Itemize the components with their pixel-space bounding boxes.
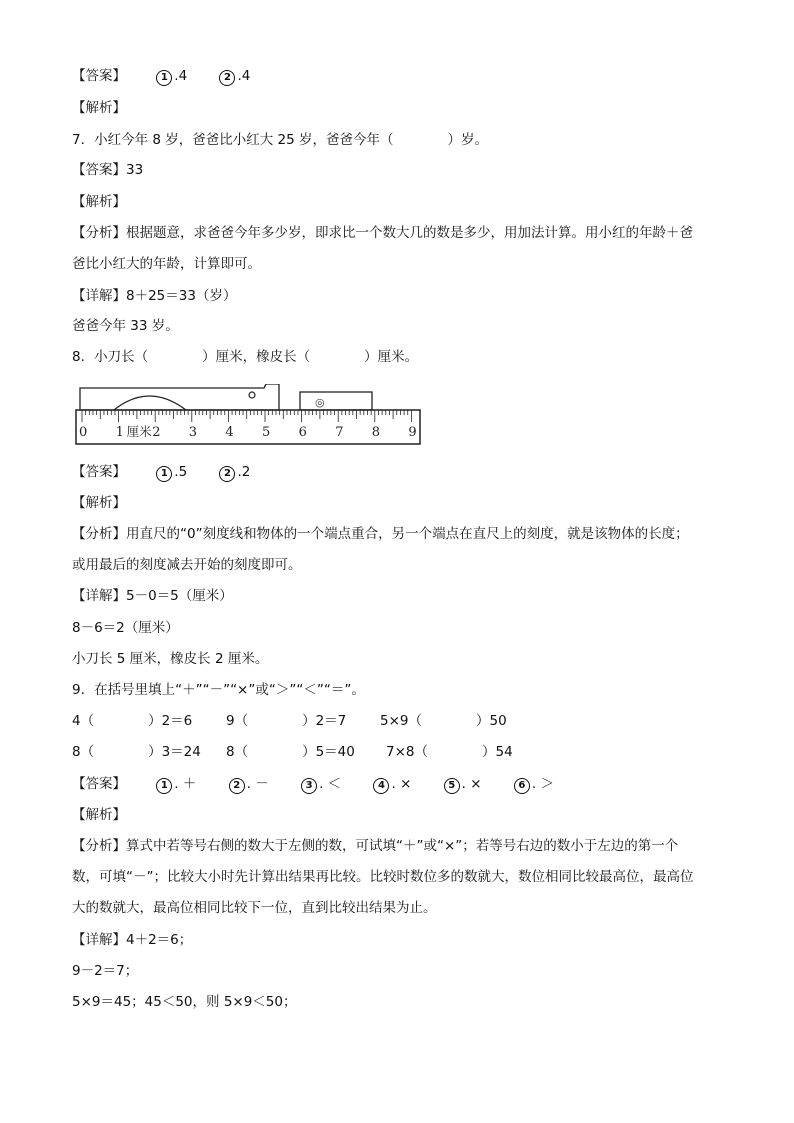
analysis-label: 【解析】 xyxy=(72,495,126,511)
answer-item: 5 . × xyxy=(444,774,482,794)
question-7: 7．小红今年 8 岁，爸爸比小红大 25 岁，爸爸今年（ ）岁。 xyxy=(72,132,489,148)
circled-number: 2 xyxy=(219,70,235,86)
ruler-tick-label: 9 xyxy=(408,425,417,440)
circled-number: 3 xyxy=(301,778,317,794)
answer-item: 2 .2 xyxy=(219,462,250,482)
answer-items xyxy=(156,66,278,86)
answer-item: 1 .5 xyxy=(156,462,187,482)
answer-line-q6 xyxy=(72,66,278,86)
ruler-tick-label: 5 xyxy=(262,425,271,440)
ruler-tick-label: 8 xyxy=(371,425,381,440)
answer-item: 1 . ＋ xyxy=(156,774,196,794)
answer-label: 【答案】 xyxy=(72,776,126,792)
analysis-label: 【解析】 xyxy=(72,807,126,823)
result-q7: 爸爸今年 33 岁。 xyxy=(72,318,179,334)
answer-item: 2 . － xyxy=(229,774,269,794)
ruler-svg xyxy=(74,384,424,448)
analysis-q8-line1: 【分析】用直尺的“0”刻度线和物体的一个端点重合，另一个端点在直尺上的刻度，就是该物体的长度； xyxy=(72,526,689,542)
q9-expr: 8（ ）5＝40 xyxy=(226,744,355,760)
calc-q8: 8－6＝2（厘米） xyxy=(72,620,179,636)
circled-number: 5 xyxy=(444,778,460,794)
ruler-tick-label: 6 xyxy=(298,425,307,440)
ruler-tick-label: 1 xyxy=(115,425,124,440)
analysis-q7-line1: 【分析】根据题意，求爸爸今年多少岁，即求比一个数大几的数是多少，用加法计算。用小红的年龄＋爸 xyxy=(72,225,693,241)
ruler-tick-label: 4 xyxy=(225,425,234,440)
answer-line-q8 xyxy=(72,462,278,482)
ruler-illustration xyxy=(74,384,424,448)
answer-q7: 【答案】33 xyxy=(72,162,144,178)
analysis-label: 【解析】 xyxy=(72,100,126,116)
result-q8: 小刀长 5 厘米，橡皮长 2 厘米。 xyxy=(72,651,269,667)
circled-number: 1 xyxy=(156,466,172,482)
analysis-label: 【解析】 xyxy=(72,194,126,210)
question-9: 9．在括号里填上“＋”“－”“×”或“＞”“＜”“＝”。 xyxy=(72,682,365,698)
circled-number: 2 xyxy=(229,778,245,794)
answer-item: 1 .4 xyxy=(156,66,187,86)
ruler-ticks xyxy=(82,410,411,422)
calc-q9-b: 5×9＝45；45＜50，则 5×9＜50； xyxy=(72,994,297,1010)
circled-number: 1 xyxy=(156,778,172,794)
q9-expr: 8（ ）3＝24 xyxy=(72,744,201,760)
detail-q8: 【详解】5－0＝5（厘米） xyxy=(72,588,233,604)
knife-hole xyxy=(249,392,255,398)
ruler-tick-label: 0 xyxy=(79,425,88,440)
answer-label: 【答案】 xyxy=(72,68,126,84)
eraser-mark: ◎ xyxy=(315,396,325,409)
analysis-q9-line3: 大的数就大，最高位相同比较下一位，直到比较出结果为止。 xyxy=(72,900,437,916)
answer-item: 4 . × xyxy=(373,774,411,794)
answer-items xyxy=(156,462,278,482)
ruler-tick-label: 3 xyxy=(188,425,198,440)
knife-arc xyxy=(114,396,186,410)
analysis-q9-line1: 【分析】算式中若等号右侧的数大于左侧的数，可试填“＋”或“×”；若等号右边的数小于左边的第一个 xyxy=(72,838,679,854)
ruler-tick-label: 2 xyxy=(152,425,161,440)
answer-item: 3 . ＜ xyxy=(301,774,341,794)
q9-expr: 5×9（ ）50 xyxy=(380,713,507,729)
answer-line-q9 xyxy=(72,774,582,794)
circled-number: 6 xyxy=(514,778,530,794)
q9-expr: 7×8（ ）54 xyxy=(386,744,513,760)
detail-q7: 【详解】8＋25＝33（岁） xyxy=(72,288,237,304)
answer-item: 2 .4 xyxy=(219,66,250,86)
analysis-q7-line2: 爸比小红大的年龄，计算即可。 xyxy=(72,256,261,272)
answer-label: 【答案】 xyxy=(72,464,126,480)
q9-expr: 9（ ）2＝7 xyxy=(226,713,347,729)
ruler-unit-label: 厘米 xyxy=(126,424,152,439)
answer-items xyxy=(156,774,582,794)
analysis-q8-line2: 或用最后的刻度减去开始的刻度即可。 xyxy=(72,557,302,573)
answer-item: 6 . ＞ xyxy=(514,774,554,794)
q9-expr: 4（ ）2＝6 xyxy=(72,713,193,729)
detail-q9: 【详解】4＋2＝6； xyxy=(72,932,193,948)
circled-number: 4 xyxy=(373,778,389,794)
analysis-q9-line2: 数，可填“－”；比较大小时先计算出结果再比较。比较时数位多的数就大，数位相同比较最高位，最高位 xyxy=(72,869,694,885)
calc-q9-a: 9－2＝7； xyxy=(72,963,139,979)
circled-number: 2 xyxy=(219,466,235,482)
eraser-shape xyxy=(300,392,372,410)
ruler-tick-label: 7 xyxy=(335,425,344,440)
question-8: 8．小刀长（ ）厘米，橡皮长（ ）厘米。 xyxy=(72,349,419,365)
circled-number: 1 xyxy=(156,70,172,86)
